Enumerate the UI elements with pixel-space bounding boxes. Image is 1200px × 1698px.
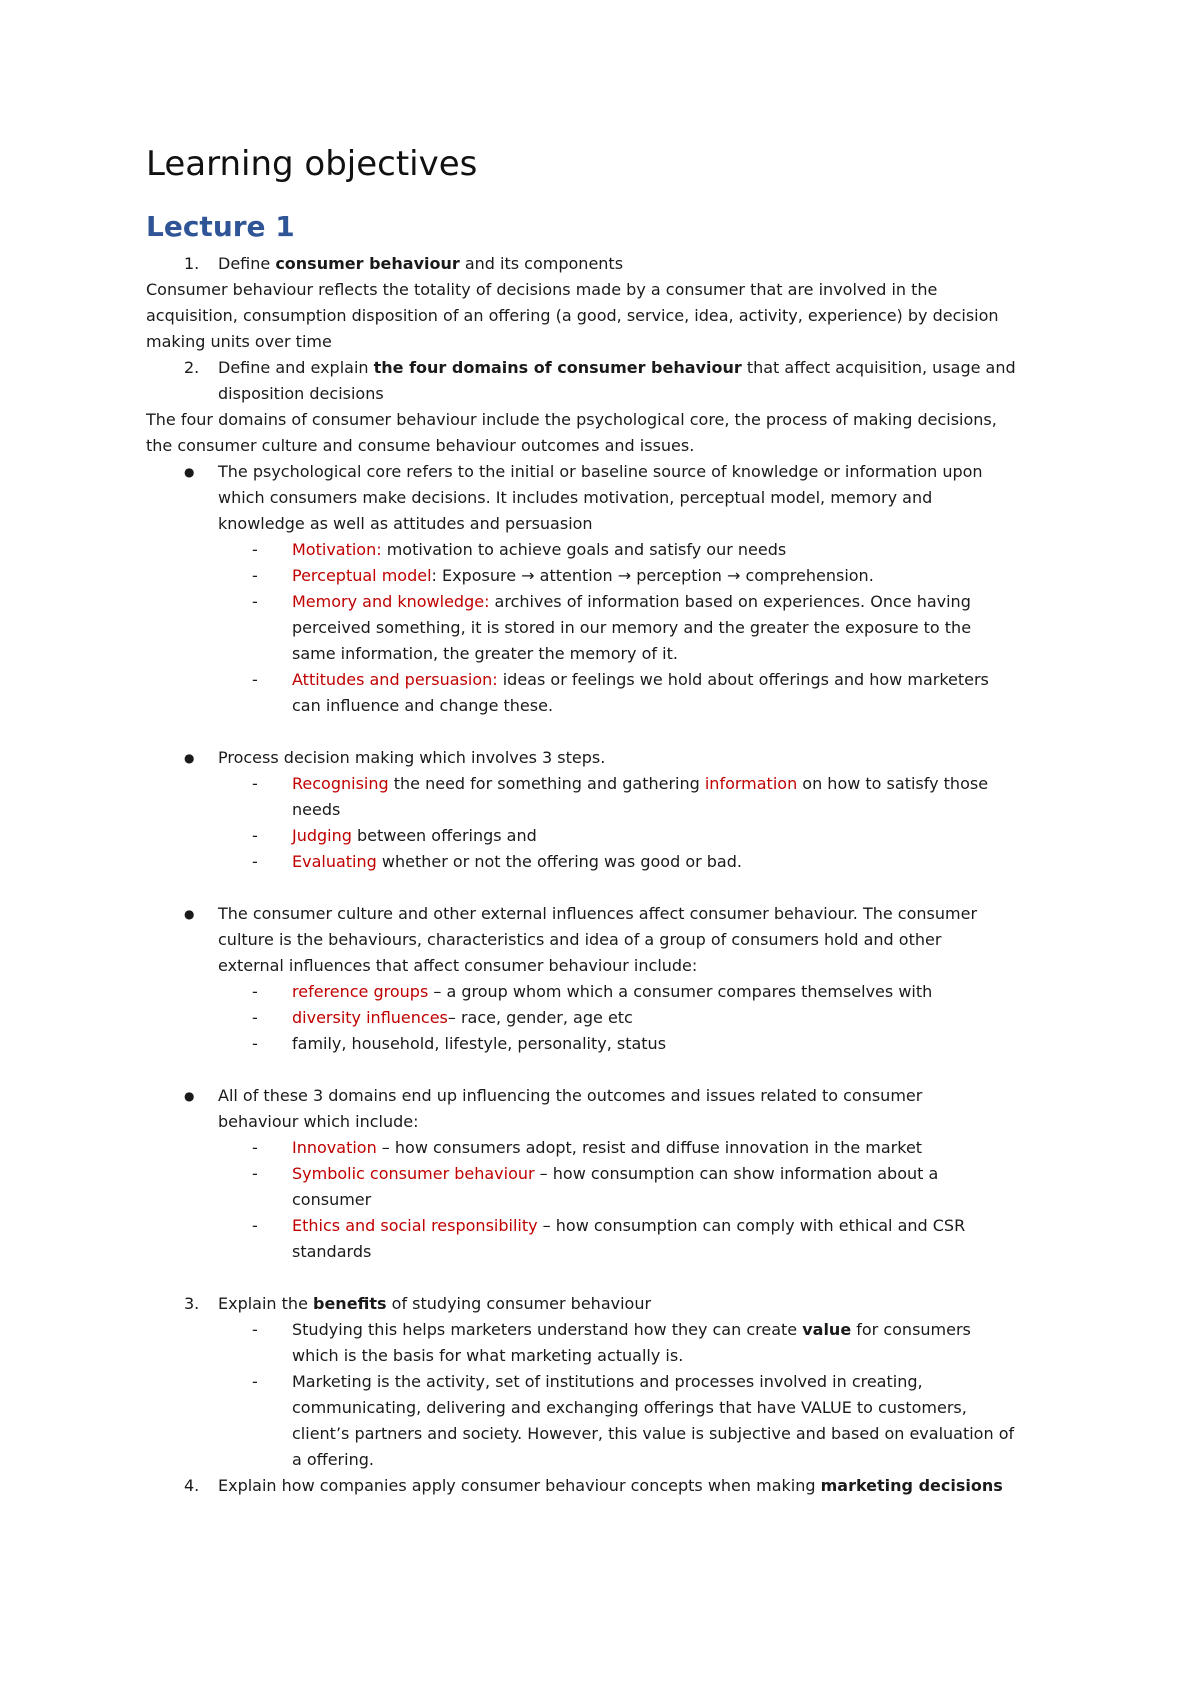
dash-icon: - — [252, 592, 258, 611]
dash-item: - Symbolic consumer behaviour – how consumption can show information about a consumer — [146, 1161, 1066, 1213]
dash-icon: - — [252, 852, 258, 871]
paragraph-line: the consumer culture and consume behaviour outcomes and issues. — [146, 436, 695, 455]
dash-icon: - — [252, 540, 258, 559]
highlight-term: Motivation: — [292, 540, 382, 559]
bullet-line: behaviour which include: — [218, 1112, 419, 1131]
bullet-line: Process decision making which involves 3 steps. — [218, 748, 606, 767]
bullet-icon: ● — [184, 907, 195, 921]
dash-item: - Evaluating whether or not the offering was good or bad. — [146, 849, 1066, 875]
dash-icon: - — [252, 826, 258, 845]
dash-item: - Ethics and social responsibility – how consumption can comply with ethical and CSR standards — [146, 1213, 1066, 1265]
paragraph-line: acquisition, consumption disposition of an offering (a good, service, idea, activity, experience) by decision — [146, 306, 999, 325]
highlight-term: Ethics and social responsibility — [292, 1216, 538, 1235]
paragraph-line: The four domains of consumer behaviour include the psychological core, the process of making decisions, — [146, 410, 997, 429]
dash-icon: - — [252, 670, 258, 689]
highlight-term: Evaluating — [292, 852, 377, 871]
bullet-line: external influences that affect consumer behaviour include: — [218, 956, 698, 975]
list-number: 2. — [184, 358, 200, 377]
dash-icon: - — [252, 1164, 258, 1183]
highlight-term: Innovation — [292, 1138, 377, 1157]
objective-text-cont: disposition decisions — [218, 384, 384, 403]
highlight-term: Recognising — [292, 774, 389, 793]
objective-text: Explain the benefits of studying consumer behaviour — [218, 1294, 652, 1313]
highlight-term: Symbolic consumer behaviour — [292, 1164, 535, 1183]
dash-icon: - — [252, 982, 258, 1001]
dash-item: - Motivation: motivation to achieve goals and satisfy our needs — [146, 537, 1066, 563]
highlight-term: diversity influences — [292, 1008, 448, 1027]
dash-item: - diversity influences– race, gender, age etc — [146, 1005, 1066, 1031]
objective-3 — [146, 1291, 1066, 1317]
dash-item: - Innovation – how consumers adopt, resist and diffuse innovation in the market — [146, 1135, 1066, 1161]
dash-icon: - — [252, 1008, 258, 1027]
document-body — [146, 251, 1066, 1499]
bullet-line: knowledge as well as attitudes and persuasion — [218, 514, 593, 533]
bullet-item — [146, 745, 1066, 771]
dash-item: - Recognising the need for something and gathering information on how to satisfy those needs — [146, 771, 1066, 823]
bullet-item — [146, 901, 1066, 979]
bullet-line: culture is the behaviours, characteristics and idea of a group of consumers hold and other — [218, 930, 942, 949]
highlight-term: Memory and knowledge: — [292, 592, 490, 611]
highlight-term: Perceptual model — [292, 566, 432, 585]
paragraph-line: Consumer behaviour reflects the totality of decisions made by a consumer that are involved in the — [146, 280, 938, 299]
dash-item: - Memory and knowledge: archives of information based on experiences. Once having perceived something, it is stored in our memory and the greater the exposure to the same information, the greater the memory of it. — [146, 589, 1066, 667]
dash-icon: - — [252, 1320, 258, 1339]
dash-item: - Judging between offerings and — [146, 823, 1066, 849]
list-number: 1. — [184, 254, 200, 273]
bullet-line: The consumer culture and other external influences affect consumer behaviour. The consumer — [218, 904, 978, 923]
bullet-line: All of these 3 domains end up influencing the outcomes and issues related to consumer — [218, 1086, 923, 1105]
dash-icon: - — [252, 1216, 258, 1235]
bullet-item — [146, 1083, 1066, 1135]
highlight-term: Judging — [292, 826, 352, 845]
highlight-term: information — [704, 774, 798, 793]
dash-item: - reference groups – a group whom which a consumer compares themselves with — [146, 979, 1066, 1005]
dash-icon: - — [252, 1034, 258, 1053]
dash-item: - Studying this helps marketers understand how they can create value for consumers which is the basis for what marketing actually is. — [146, 1317, 1066, 1369]
dash-item: - Marketing is the activity, set of institutions and processes involved in creating, communicating, delivering and exchanging offerings that have VALUE to customers, client’s partners and society. However, this value is subjective and based on evaluation of a offering. — [146, 1369, 1066, 1473]
objective-2 — [146, 355, 1066, 407]
bullet-item — [146, 459, 1066, 537]
objective-4 — [146, 1473, 1066, 1499]
bullet-line: The psychological core refers to the initial or baseline source of knowledge or information upon — [218, 462, 983, 481]
bullet-icon: ● — [184, 751, 195, 765]
bullet-line: which consumers make decisions. It includes motivation, perceptual model, memory and — [218, 488, 933, 507]
bullet-icon: ● — [184, 465, 195, 479]
list-number: 4. — [184, 1476, 200, 1495]
section-heading: Lecture 1 — [146, 210, 295, 243]
dash-item: - Perceptual model: Exposure → attention → perception → comprehension. — [146, 563, 1066, 589]
objective-text: Define and explain the four domains of consumer behaviour that affect acquisition, usage and — [218, 358, 1016, 377]
dash-item: - family, household, lifestyle, personality, status — [146, 1031, 1066, 1057]
objective-1 — [146, 251, 1066, 277]
dash-icon: - — [252, 1372, 258, 1391]
dash-item: - Attitudes and persuasion: ideas or feelings we hold about offerings and how marketers can influence and change these. — [146, 667, 1066, 719]
page-title: Learning objectives — [146, 144, 478, 184]
list-number: 3. — [184, 1294, 200, 1313]
objective-text: Explain how companies apply consumer behaviour concepts when making marketing decisions — [218, 1476, 1003, 1495]
dash-icon: - — [252, 566, 258, 585]
highlight-term: reference groups — [292, 982, 429, 1001]
bullet-icon: ● — [184, 1089, 195, 1103]
paragraph-line: making units over time — [146, 332, 332, 351]
dash-icon: - — [252, 774, 258, 793]
highlight-term: Attitudes and persuasion: — [292, 670, 498, 689]
dash-icon: - — [252, 1138, 258, 1157]
objective-text: Define consumer behaviour and its components — [218, 254, 624, 273]
